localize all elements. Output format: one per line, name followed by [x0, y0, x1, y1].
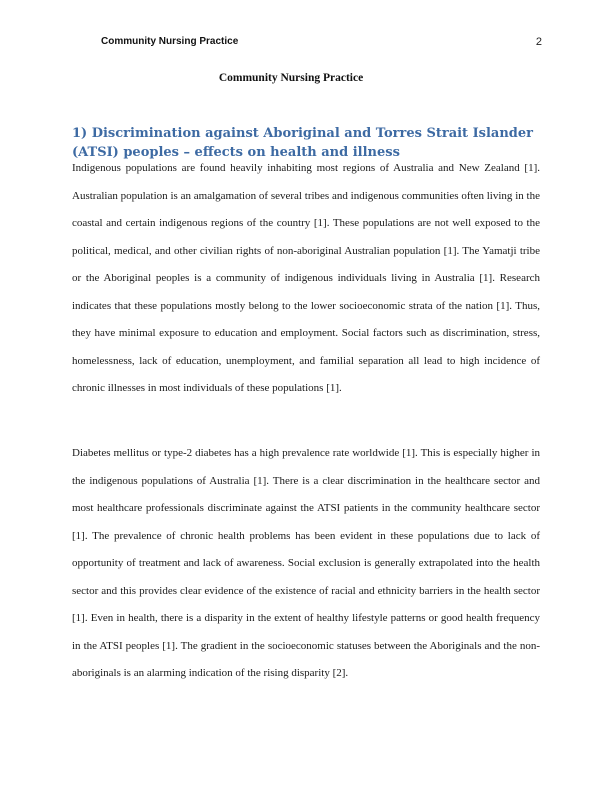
page-number: 2 [535, 36, 542, 48]
section-heading: 1) Discrimination against Aboriginal and Torres Strait Islander (ATSI) peoples – effects on health and illness [72, 126, 534, 160]
document-title: Community Nursing Practice [218, 72, 364, 84]
body-paragraph-2: Diabetes mellitus or type-2 diabetes has a high prevalence rate worldwide [1]. This is especially higher in the indigenous populations of Australia [1]. There is a clear discrimination in the healthcare sector and most healthcare professionals discriminate against the ATSI patients in the community healthcare sector [1]. The prevalence of chronic health problems has been evident in these populations due to lack of opportunity of treatment and lack of awareness. Social exclusion is generally extrapolated into the health sector and this provides clear evidence of the existence of racial and ethnicity barriers in the health sector [1]. Even in health, there is a disparity in the extent of healthy lifestyle patterns or good health frequency in the ATSI peoples [1]. The gradient in the socioeconomic statuses between the Aboriginals and the non-aboriginals is an alarming indication of the rising disparity [2]. [72, 447, 540, 679]
body-paragraph-1: Indigenous populations are found heavily inhabiting most regions of Australia and New Zealand [1]. Australian population is an amalgamation of several tribes and indigenous communities often living in the coastal and certain indigenous regions of the country [1]. These populations are not well exposed to the political, medical, and other civilian rights of non-aboriginal Australian population [1]. The Yamatji tribe or the Aboriginal peoples is a community of indigenous individuals living in Australia [1]. Research indicates that these populations mostly belong to the lower socioeconomic strata of the nation [1]. Thus, they have minimal exposure to education and employment. Social factors such as discrimination, stress, homelessness, lack of education, unemployment, and familial separation all lead to high incidence of chronic illnesses in most individuals of these populations [1]. [72, 162, 540, 394]
running-header: Community Nursing Practice [101, 36, 239, 47]
